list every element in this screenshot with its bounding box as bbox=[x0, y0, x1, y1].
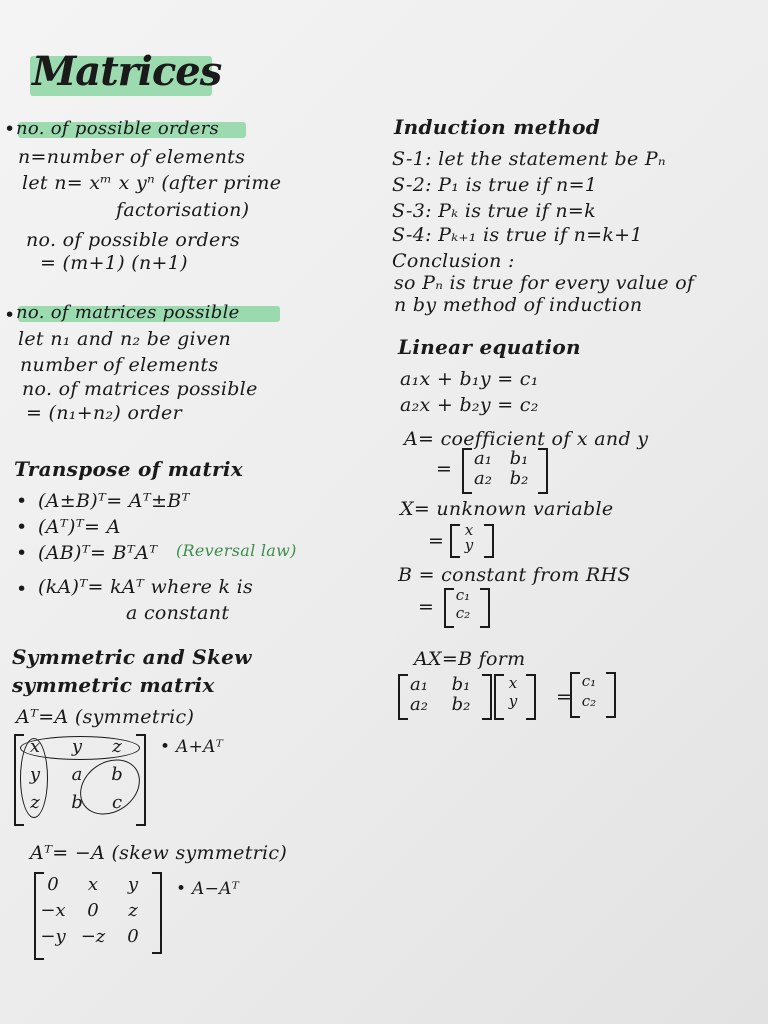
equals-sign: = bbox=[436, 458, 453, 480]
induction-step: S-1: let the statement be Pₙ bbox=[392, 148, 666, 170]
symmetric-note: • A+Aᵀ bbox=[160, 737, 224, 757]
matrix-cell: b₁ bbox=[509, 448, 529, 469]
matrix-cell: 0 bbox=[87, 900, 99, 921]
symmetric-heading: Symmetric and Skew bbox=[12, 645, 252, 669]
equals-sign: = bbox=[418, 596, 435, 618]
matrix-cell: y bbox=[71, 736, 83, 757]
form-variable-matrix bbox=[494, 674, 538, 720]
form-constant-matrix bbox=[570, 672, 616, 718]
symmetric-matrix bbox=[14, 734, 148, 826]
matrix-cell: a₁ bbox=[410, 674, 428, 695]
symmetric-definition: Aᵀ=A (symmetric) bbox=[16, 706, 195, 728]
induction-step: S-4: Pₖ₊₁ is true if n=k+1 bbox=[392, 224, 643, 246]
ax-b-form-label: AX=B form bbox=[414, 648, 526, 670]
constant-definition: B = constant from RHS bbox=[398, 564, 631, 586]
matrix-cell: c₁ bbox=[581, 672, 597, 690]
linear-equation: a₂x + b₂y = c₂ bbox=[400, 394, 539, 416]
matrix-cell: y bbox=[508, 692, 518, 710]
matrix-cell: −z bbox=[80, 926, 106, 947]
transpose-bullet: • bbox=[16, 542, 28, 564]
symmetric-heading: symmetric matrix bbox=[12, 673, 215, 697]
induction-conclusion: n by method of induction bbox=[394, 294, 643, 316]
transpose-item: a constant bbox=[126, 602, 230, 624]
induction-step: S-3: Pₖ is true if n=k bbox=[392, 200, 596, 222]
matrix-cell: z bbox=[128, 900, 138, 921]
skew-note: • A−Aᵀ bbox=[176, 879, 240, 899]
orders-line: let n= xᵐ x yⁿ (after prime bbox=[22, 172, 282, 194]
matrices-line: = (n₁+n₂) order bbox=[26, 402, 182, 424]
matrix-cell: b₂ bbox=[451, 694, 471, 715]
transpose-item: (A±B)ᵀ= Aᵀ±Bᵀ bbox=[38, 490, 190, 512]
orders-bullet: • bbox=[4, 118, 16, 140]
matrix-cell: z bbox=[30, 792, 40, 813]
constant-matrix bbox=[444, 588, 490, 628]
coefficient-definition: A= coefficient of x and y bbox=[404, 428, 649, 450]
variable-matrix bbox=[450, 521, 496, 558]
matrix-cell: a₁ bbox=[474, 448, 492, 469]
induction-conclusion: so Pₙ is true for every value of bbox=[394, 272, 695, 294]
matrix-cell: y bbox=[127, 874, 139, 895]
matrix-cell: 0 bbox=[47, 874, 59, 895]
matrix-cell: x bbox=[29, 736, 41, 757]
matrix-cell: x bbox=[464, 521, 474, 539]
matrix-cell: c bbox=[111, 792, 123, 813]
matrices-line: let n₁ and n₂ be given bbox=[18, 328, 232, 350]
matrix-cell: c₂ bbox=[455, 604, 471, 622]
matrix-cell: y bbox=[464, 536, 474, 554]
induction-heading: Induction method bbox=[394, 115, 601, 139]
matrix-cell: b bbox=[71, 792, 83, 813]
induction-conclusion-label: Conclusion : bbox=[392, 250, 515, 272]
matrix-bracket bbox=[538, 448, 548, 494]
transpose-item: (kA)ᵀ= kAᵀ where k is bbox=[38, 576, 254, 598]
page-title: Matrices bbox=[32, 48, 222, 95]
skew-matrix bbox=[34, 872, 164, 958]
matrix-bracket bbox=[526, 674, 536, 720]
matrix-bracket bbox=[152, 872, 162, 954]
matrix-cell: y bbox=[29, 764, 41, 785]
orders-line: factorisation) bbox=[116, 199, 250, 221]
matrix-cell: a₂ bbox=[410, 694, 428, 715]
matrix-cell: z bbox=[112, 736, 122, 757]
matrix-cell: a bbox=[71, 764, 83, 785]
orders-heading: no. of possible orders bbox=[16, 118, 220, 139]
matrix-cell: x bbox=[87, 874, 99, 895]
linear-heading: Linear equation bbox=[398, 335, 581, 359]
matrix-cell: b₂ bbox=[509, 468, 529, 489]
matrices-line: number of elements bbox=[20, 354, 219, 376]
orders-line: n=number of elements bbox=[18, 146, 246, 168]
linear-equation: a₁x + b₁y = c₁ bbox=[400, 368, 539, 390]
matrix-cell: −x bbox=[40, 900, 66, 921]
equals-sign: = bbox=[556, 686, 573, 708]
coefficient-matrix bbox=[462, 448, 548, 494]
matrix-cell: c₂ bbox=[581, 692, 597, 710]
reversal-law-label: (Reversal law) bbox=[176, 541, 297, 560]
transpose-bullet: • bbox=[16, 578, 28, 600]
transpose-bullet: • bbox=[16, 490, 28, 512]
matrices-heading: no. of matrices possible bbox=[16, 302, 240, 323]
matrix-cell: b₁ bbox=[451, 674, 471, 695]
matrix-cell: 0 bbox=[127, 926, 139, 947]
matrix-cell: b bbox=[111, 764, 123, 785]
matrix-bracket bbox=[606, 672, 616, 718]
skew-definition: Aᵀ= −A (skew symmetric) bbox=[30, 842, 288, 864]
form-coefficient-matrix bbox=[398, 674, 494, 720]
matrices-line: no. of matrices possible bbox=[22, 378, 258, 400]
transpose-heading: Transpose of matrix bbox=[14, 457, 244, 481]
matrix-cell: c₁ bbox=[455, 586, 471, 604]
matrix-bracket bbox=[484, 524, 494, 558]
matrix-cell: x bbox=[508, 674, 518, 692]
variable-definition: X= unknown variable bbox=[400, 498, 614, 520]
transpose-item: (Aᵀ)ᵀ= A bbox=[38, 516, 121, 538]
matrix-cell: −y bbox=[40, 926, 66, 947]
matrix-cell: a₂ bbox=[474, 468, 492, 489]
orders-line: no. of possible orders bbox=[26, 229, 240, 251]
transpose-bullet: • bbox=[16, 516, 28, 538]
equals-sign: = bbox=[428, 530, 445, 552]
orders-line: = (m+1) (n+1) bbox=[40, 252, 188, 274]
matrix-bracket bbox=[480, 588, 490, 628]
matrix-bracket bbox=[482, 674, 492, 720]
induction-step: S-2: P₁ is true if n=1 bbox=[392, 174, 598, 196]
transpose-item: (AB)ᵀ= BᵀAᵀ bbox=[38, 542, 158, 564]
matrices-bullet: • bbox=[4, 304, 16, 326]
